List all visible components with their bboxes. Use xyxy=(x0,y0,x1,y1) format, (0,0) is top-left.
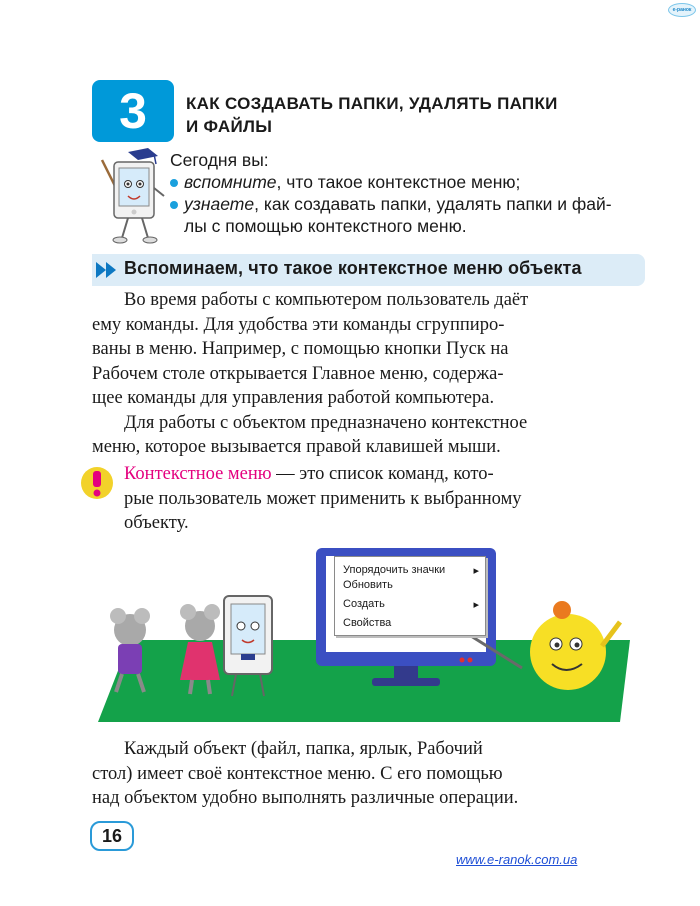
p1-line3: ваны в меню. Например, с помощью кнопки Пуск на xyxy=(92,339,509,359)
menu-item-properties[interactable] xyxy=(343,617,479,629)
chapter-title xyxy=(186,92,626,138)
definition-paragraph xyxy=(124,462,645,536)
p1-line1: Во время работы с компьютером пользователь даёт xyxy=(124,290,529,310)
menu-item-arrange-icons[interactable] xyxy=(343,564,479,577)
tablet-teacher-illustration xyxy=(88,142,170,250)
menu-item-create[interactable] xyxy=(343,598,479,611)
paragraph-closing xyxy=(92,737,645,811)
goal-item-2 xyxy=(170,193,650,237)
p1-line7: меню, которое вызывается правой клавишей мыши. xyxy=(92,437,501,457)
p1-line6: Для работы с объектом предназначено контекстное xyxy=(124,412,528,433)
definition-line1 xyxy=(124,462,645,487)
definition-line3: объекту. xyxy=(124,513,189,533)
goals-lead: Сегодня вы: xyxy=(170,150,269,170)
context-menu xyxy=(334,556,486,636)
chapter-title-line1: КАК СОЗДАВАТЬ ПАПКИ, УДАЛЯТЬ ПАПКИ xyxy=(186,94,558,113)
menu-item-properties-label: Свойства xyxy=(343,617,392,629)
page-number: 16 xyxy=(90,821,134,851)
exclamation-badge-icon xyxy=(80,466,114,500)
publisher-link[interactable]: www.e-ranok.com.ua xyxy=(456,852,578,867)
goal-item-1 xyxy=(170,171,650,193)
chapter-number: 3 xyxy=(92,80,174,142)
menu-item-refresh-label: Обновить xyxy=(343,579,393,591)
definition-line2: рые пользователь может применить к выбранному xyxy=(124,488,522,509)
goal-2-text-cont: лы с помощью контекстного меню. xyxy=(184,216,467,236)
definition-text: — это список команд, кото- xyxy=(271,464,494,484)
submenu-arrow-icon: ▸ xyxy=(473,599,479,611)
submenu-arrow-icon: ▸ xyxy=(473,565,479,577)
lesson-goals xyxy=(170,149,650,237)
goal-1-verb: вспомните xyxy=(184,172,277,192)
definition-term: Контекстное меню xyxy=(124,464,272,484)
smiley-mascot xyxy=(530,614,606,690)
menu-item-create-label: Создать xyxy=(343,598,385,610)
goal-2-text: , как создавать папки, удалять папки и фай- xyxy=(254,194,612,214)
p3-line2: стол) имеет своё контекстное меню. С его помощью xyxy=(92,763,503,784)
p3-line3: над объектом удобно выполнять различные операции. xyxy=(92,788,519,808)
double-arrow-icon xyxy=(96,262,118,278)
p1-line5: щее команды для управления работой компьютера. xyxy=(92,388,495,408)
chapter-title-line2: И ФАЙЛЫ xyxy=(186,117,273,136)
publisher-logo: e-ранок xyxy=(668,3,696,17)
goal-2-verb: узнаете xyxy=(184,194,255,214)
menu-item-refresh[interactable] xyxy=(343,579,479,591)
paragraph-main xyxy=(92,288,645,460)
p1-line4: Рабочем столе открывается Главное меню, содержа- xyxy=(92,363,504,384)
goal-1-text: , что такое контекстное меню; xyxy=(276,172,521,192)
p1-line2: ему команды. Для удобства эти команды сгруппиро- xyxy=(92,314,505,335)
p3-line1: Каждый объект (файл, папка, ярлык, Рабочий xyxy=(124,739,483,759)
section-title: Вспоминаем, что такое контекстное меню объекта xyxy=(124,258,582,278)
menu-item-arrange-label: Упорядочить значки xyxy=(343,564,446,576)
